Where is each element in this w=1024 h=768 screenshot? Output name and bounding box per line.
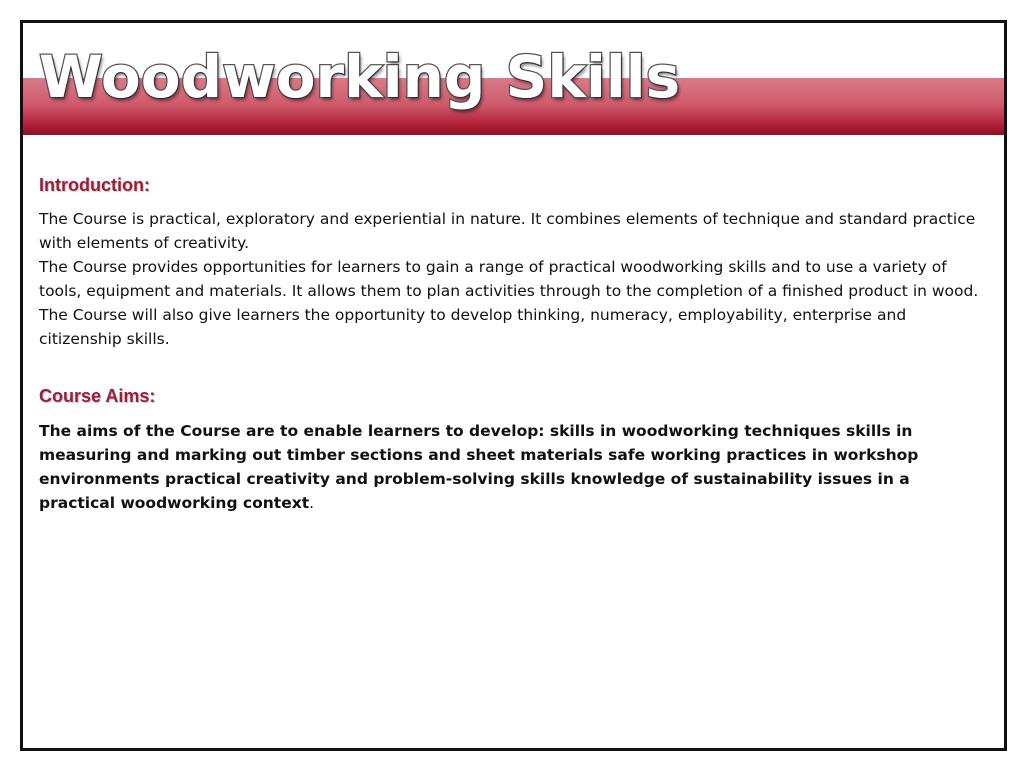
introduction-body (39, 207, 989, 351)
slide-content (39, 173, 989, 515)
course-aims-text: The aims of the Course are to enable learners to develop: skills in woodworking techniques skills in measuring and marking out timber sections and sheet materials safe working practices in workshop environments practical creativity and problem-solving skills knowledge of sustainability issues in a practical woodworking context (39, 422, 919, 512)
introduction-paragraph: The Course is practical, exploratory and experiential in nature. It combines elements of technique and standard practice with elements of creativity. (39, 210, 976, 252)
slide-title: Woodworking Skills (39, 43, 681, 111)
introduction-paragraph: The Course provides opportunities for learners to gain a range of practical woodworking skills and to use a variety of tools, equipment and materials. It allows them to plan activities through to the completion of a finished product in wood. (39, 258, 979, 300)
introduction-paragraph: The Course will also give learners the opportunity to develop thinking, numeracy, employability, enterprise and citizenship skills. (39, 306, 907, 348)
course-aims-heading: Course Aims: (39, 386, 156, 406)
course-aims-end-punctuation: . (309, 494, 315, 512)
introduction-heading: Introduction: (39, 175, 150, 195)
slide (20, 20, 1007, 751)
course-aims-body (39, 419, 989, 515)
